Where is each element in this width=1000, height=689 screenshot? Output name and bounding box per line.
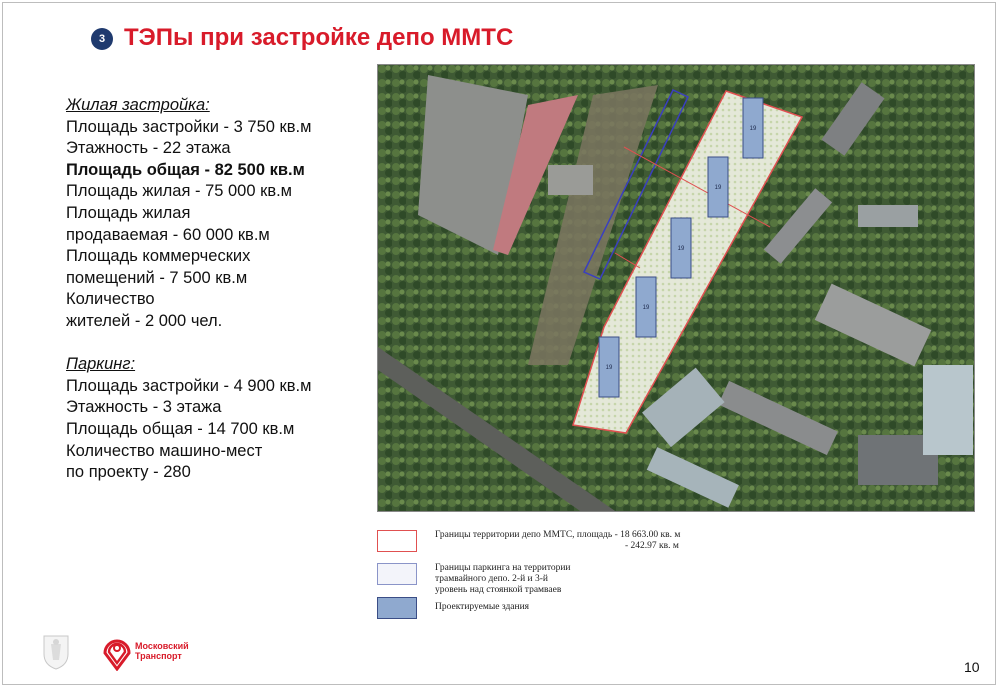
svg-text:19: 19 (642, 305, 650, 311)
site-plan-svg (378, 65, 975, 512)
projected-building (671, 218, 691, 278)
residential-heading: Жилая застройка: (66, 96, 210, 114)
legend-text: Границы территории депо ММТС, площадь - 18 663.00 кв. м (435, 530, 681, 540)
residential-line-total-area: Площадь общая - 82 500 кв.м (66, 160, 305, 179)
parking-heading: Паркинг: (66, 355, 136, 374)
legend-text: Границы паркинга на территории (435, 563, 571, 573)
parking-line: Количество машино-мест (66, 441, 263, 460)
residential-line: Площадь коммерческих (66, 247, 251, 266)
spacer (66, 333, 366, 355)
svg-text:19: 19 (714, 185, 722, 191)
projected-building (599, 337, 619, 397)
residential-line: Этажность - 22 этажа (66, 139, 231, 158)
moscow-coat-of-arms-icon (42, 634, 70, 670)
residential-line: Площадь жилая - 75 000 кв.м (66, 182, 293, 201)
parking-line: Площадь общая - 14 700 кв.м (66, 419, 295, 438)
legend-item-projected-buildings (377, 597, 529, 619)
parking-line: Площадь застройки - 4 900 кв.м (66, 376, 312, 395)
slide-number-badge: 3 (91, 28, 113, 50)
projected-building (743, 98, 763, 158)
residential-line: Площадь жилая (66, 203, 191, 222)
svg-text:19: 19 (605, 365, 613, 371)
building-right (923, 365, 973, 455)
svg-text:19: 19 (677, 246, 685, 252)
legend-text: - 242.97 кв. м (625, 541, 679, 551)
projected-building (636, 277, 656, 337)
moscow-transport-logo-text (135, 641, 189, 661)
building-right (858, 205, 918, 227)
projected-building (708, 157, 728, 217)
residential-line: помещений - 7 500 кв.м (66, 268, 248, 287)
parking-line: по проекту - 280 (66, 463, 191, 482)
slide-title: ТЭПы при застройке депо ММТС (124, 24, 514, 51)
legend-text: трамвайного депо. 2-й и 3-й (435, 574, 548, 584)
residential-line: жителей - 2 000 чел. (66, 311, 223, 330)
satellite-site-plan (377, 64, 975, 512)
legend-swatch-blue-fill (377, 597, 417, 619)
tep-text-column (66, 95, 366, 484)
legend-item-depot-boundary (377, 530, 680, 552)
legend-text: Проектируемые здания (435, 602, 530, 612)
parking-line: Этажность - 3 этажа (66, 398, 222, 417)
residential-line: продаваемая - 60 000 кв.м (66, 225, 270, 244)
page-number: 10 (964, 659, 980, 675)
residential-line: Количество (66, 290, 155, 309)
moscow-transport-logo-icon (100, 635, 134, 671)
legend-text: уровень над стоянкой трамваев (435, 585, 562, 595)
svg-text:19: 19 (749, 126, 757, 132)
residential-line: Площадь застройки - 3 750 кв.м (66, 117, 312, 136)
legend-swatch-blue-outline (377, 563, 417, 585)
logo-line: Транспорт (135, 651, 182, 661)
depot-building (548, 165, 593, 195)
legend-item-parking-boundary (377, 563, 571, 596)
legend-swatch-red-outline (377, 530, 417, 552)
logo-line: Московский (135, 641, 189, 651)
